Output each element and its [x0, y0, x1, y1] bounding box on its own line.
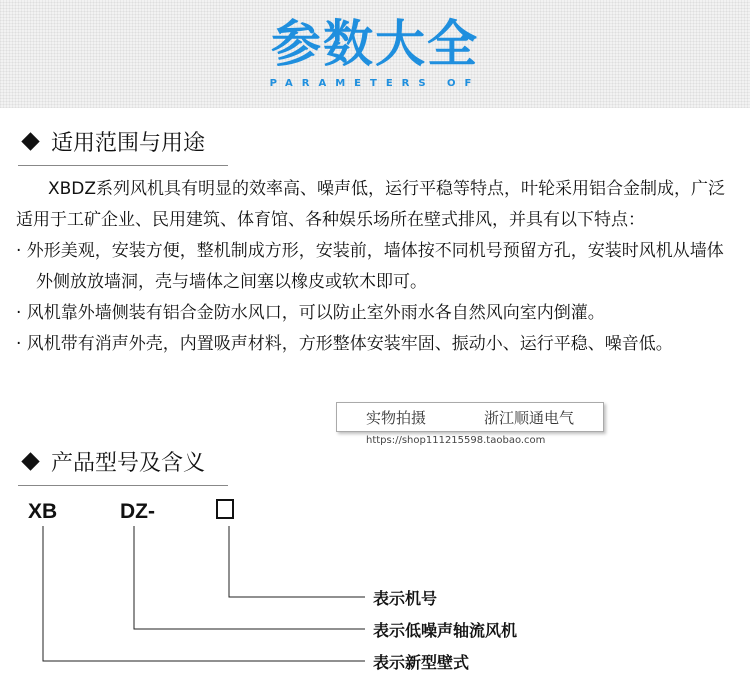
- model-code-xb: XB: [28, 500, 58, 523]
- legend-wall-type: 表示新型壁式: [373, 653, 470, 672]
- section-heading-model: [18, 444, 205, 478]
- shop-url: https://shop111215598.taobao.com: [366, 435, 546, 446]
- diamond-bullet-icon: [21, 452, 39, 470]
- divider: [18, 485, 228, 486]
- divider: [18, 165, 228, 166]
- stamp-left-text: 实物拍摄: [365, 408, 426, 427]
- diamond-bullet-icon: [21, 132, 39, 150]
- feature-item: · 风机靠外墙侧装有铝合金防水风口，可以防止室外雨水各自然风向室内倒灌。: [16, 303, 605, 323]
- feature-item: · 外形美观，安装方便，整机制成方形，安装前，墙体按不同机号预留方孔，安装时风机从墙体外侧放放墙洞，壳与墙体之间塞以橡皮或软木即可。: [16, 241, 724, 292]
- section-heading-usage: [18, 124, 205, 158]
- legend-model-number: 表示机号: [373, 589, 438, 608]
- section-title: 产品型号及含义: [51, 450, 206, 476]
- photo-stamp: [336, 402, 604, 432]
- usage-text: [16, 174, 736, 360]
- connector-line-low-noise: [134, 526, 365, 629]
- connector-line-model-number: [229, 526, 365, 597]
- stamp-right-text: 浙江顺通电气: [483, 408, 574, 427]
- connector-line-wall-type: [43, 526, 365, 661]
- banner-title: 参数大全: [271, 15, 479, 73]
- model-code-dz: DZ-: [120, 500, 155, 523]
- legend-low-noise-fan: 表示低噪声轴流风机: [373, 621, 518, 640]
- intro-paragraph: XBDZ系列风机具有明显的效率高、噪声低，运行平稳等特点，叶轮采用铝合金制成，广泛适用于工矿企业、民用建筑、体育馆、各种娱乐场所在壁式排风，并具有以下特点：: [16, 179, 726, 230]
- header-banner: [0, 0, 750, 108]
- banner-subtitle: PARAMETERS OF: [269, 78, 481, 89]
- section-title: 适用范围与用途: [51, 130, 206, 156]
- model-number-placeholder: [216, 499, 234, 519]
- feature-item: · 风机带有消声外壳，内置吸声材料，方形整体安装牢固、振动小、运行平稳、噪音低。: [16, 334, 673, 354]
